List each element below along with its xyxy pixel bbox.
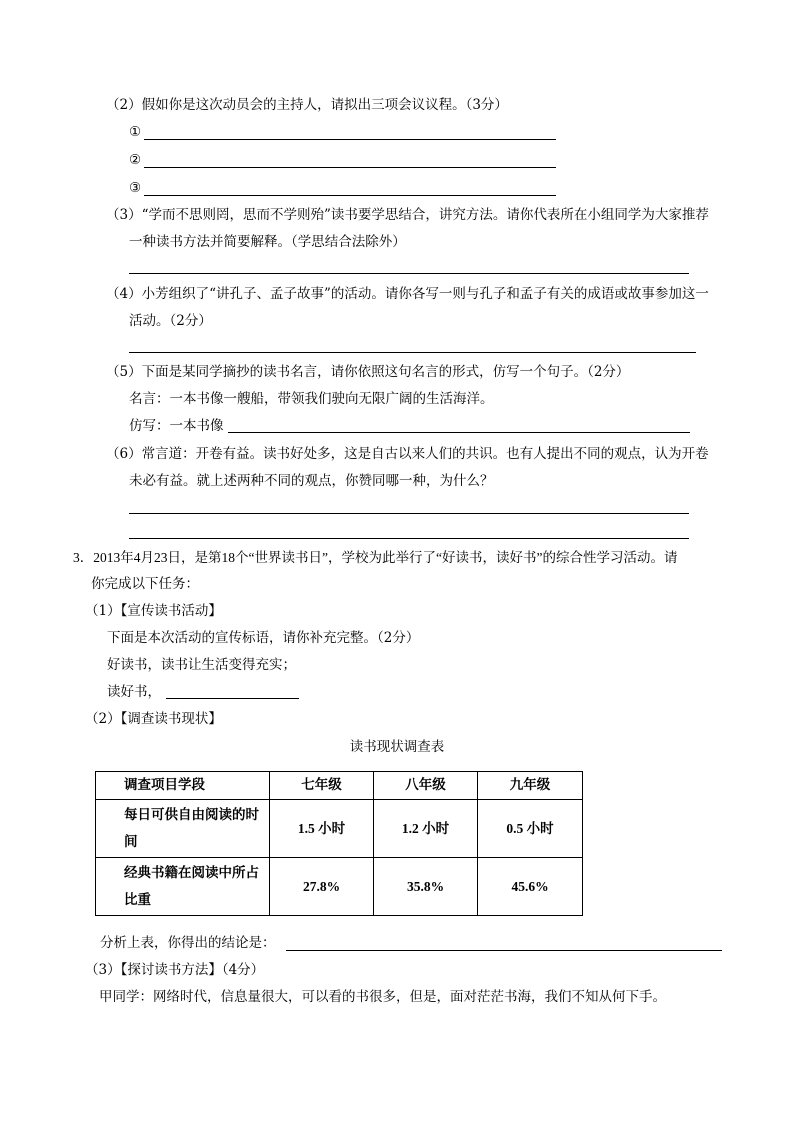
q5-answer-line[interactable] <box>228 432 690 433</box>
slogan-answer-line[interactable] <box>166 698 299 699</box>
student-a-text: 甲同学：网络时代，信息量很大，可以看的书很多，但是，面对茫茫书海，我们不知从何下手。 <box>99 989 666 1005</box>
table-cell: 1.2 小时 <box>374 800 478 858</box>
table-row <box>96 800 583 858</box>
sub1-slogan2: 读好书， <box>107 684 161 700</box>
table-cell: 0.5 小时 <box>478 800 583 858</box>
q6-answer-line-1[interactable] <box>129 513 689 514</box>
agenda-mark-3: ③ <box>129 180 142 196</box>
q4-prompt-line1: （4）小芳组织了“讲孔子、孟子故事”的活动。请你各写一则与孔子和孟子有关的成语或故事参加这一 <box>106 286 709 302</box>
q4-prompt-line2: 活动。（2分） <box>129 313 212 329</box>
table-header-cell: 八年级 <box>374 772 478 800</box>
agenda-mark-1: ① <box>129 124 142 140</box>
sub2-title: （2）【调查读书现状】 <box>85 711 222 727</box>
table-header-row <box>96 772 583 800</box>
table-cell: 35.8% <box>374 858 478 916</box>
agenda-mark-2: ② <box>129 152 142 168</box>
q6-answer-line-2[interactable] <box>129 538 689 539</box>
table-cell: 45.6% <box>478 858 583 916</box>
sub1-title: （1）【宣传读书活动】 <box>85 603 222 619</box>
conclusion-answer-line[interactable] <box>286 950 722 951</box>
sub1-prompt: 下面是本次活动的宣传标语，请你补充完整。（2分） <box>107 630 420 646</box>
q6-prompt-line1: （6）常言道：开卷有益。读书好处多，这是自古以来人们的共识。也有人提出不同的观点，认为开卷 <box>106 446 709 462</box>
q4-answer-line[interactable] <box>129 352 696 353</box>
conclusion-label: 分析上表，你得出的结论是： <box>100 935 276 951</box>
sub3-title: （3）【探讨读书方法】（4分） <box>85 962 265 978</box>
survey-table <box>95 771 583 916</box>
q3-main-line1: 3．2013年4月23日，是第18个“世界读书日”，学校为此举行了“好读书，读好书”的综合性学习活动。请 <box>73 550 678 565</box>
table-header-cell: 调查项目学段 <box>96 772 270 800</box>
agenda-answer-line-1[interactable] <box>144 139 556 140</box>
q2-prompt: （2）假如你是这次动员会的主持人，请拟出三项会议议程。（3分） <box>106 97 508 113</box>
agenda-answer-line-2[interactable] <box>144 167 556 168</box>
table-row <box>96 858 583 916</box>
table-caption: 读书现状调查表 <box>349 739 445 755</box>
q6-prompt-line2: 未必有益。就上述两种不同的观点，你赞同哪一种，为什么？ <box>129 473 494 489</box>
table-cell: 1.5 小时 <box>270 800 374 858</box>
q3-answer-line[interactable] <box>129 273 689 274</box>
sub1-slogan1: 好读书，读书让生活变得充实； <box>107 657 296 673</box>
table-cell: 27.8% <box>270 858 374 916</box>
table-row-label: 经典书籍在阅读中所占比重 <box>96 858 270 916</box>
q5-imitate-label: 仿写：一本书像 <box>129 418 224 434</box>
table-header-cell: 七年级 <box>270 772 374 800</box>
q5-quote: 名言：一本书像一艘船，带领我们驶向无限广阔的生活海洋。 <box>129 391 494 407</box>
q3-prompt-line1: （3）“学而不思则罔，思而不学则殆”读书要学思结合，讲究方法。请你代表所在小组同学为大家推荐 <box>106 207 709 223</box>
q3-prompt-line2: 一种读书方法并简要解释。（学思结合法除外） <box>129 234 406 250</box>
table-header-cell: 九年级 <box>478 772 583 800</box>
q5-prompt: （5）下面是某同学摘抄的读书名言，请你依照这句名言的形式，仿写一个句子。（2分） <box>106 364 630 380</box>
agenda-answer-line-3[interactable] <box>144 195 556 196</box>
q3-main-line2: 你完成以下任务： <box>91 576 199 592</box>
table-row-label: 每日可供自由阅读的时间 <box>96 800 270 858</box>
